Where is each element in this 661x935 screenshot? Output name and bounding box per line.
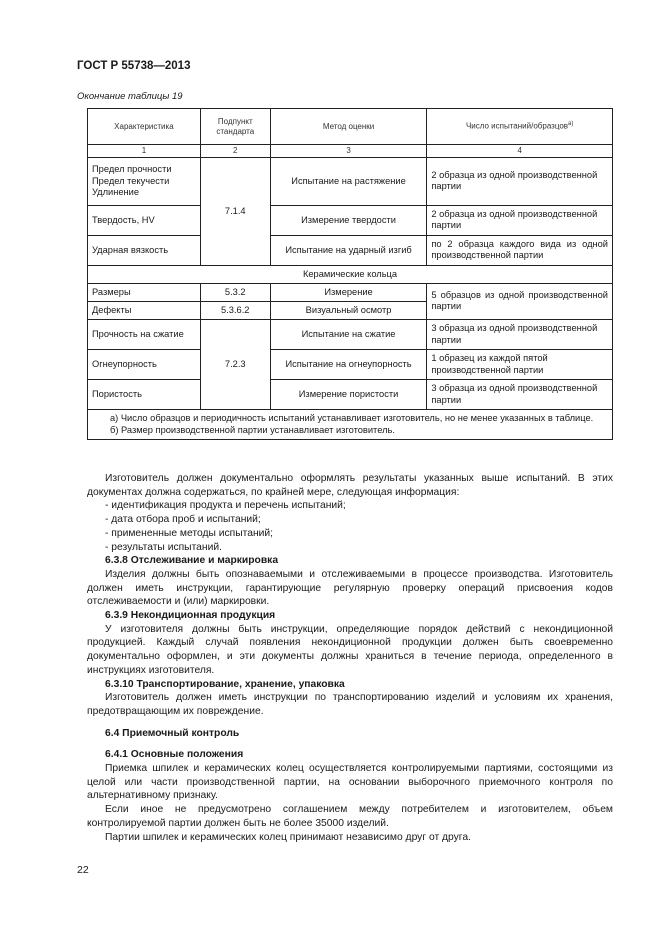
column-header-clause: Подпункт стандарта xyxy=(200,109,270,145)
column-number: 2 xyxy=(200,145,270,158)
table-row xyxy=(88,320,613,350)
paragraph: Изготовитель должен документально оформлять результаты указанных выше испытаний. В этих документах должна содержаться, по крайней мере, следующая информация: xyxy=(87,473,613,498)
table-notes xyxy=(88,410,613,440)
column-header-count-text: Число испытаний/образцов xyxy=(465,122,569,132)
characteristic-line: Предел текучести xyxy=(92,175,170,186)
characteristic-line: Удлинение xyxy=(92,186,140,197)
cell-method: Испытание на ударный изгиб xyxy=(270,235,427,265)
table-row xyxy=(88,157,613,205)
table-19 xyxy=(87,108,613,440)
table-row xyxy=(88,380,613,410)
cell-characteristic: Твердость, HV xyxy=(88,205,201,235)
cell-count: 2 образца из одной производственной партии xyxy=(427,157,613,205)
cell-characteristic: Пористость xyxy=(88,380,201,410)
cell-characteristic: Дефекты xyxy=(88,301,201,319)
characteristic-line: Предел прочности xyxy=(92,164,172,175)
document-header: ГОСТ Р 55738—2013 xyxy=(77,60,191,72)
column-number: 3 xyxy=(270,145,427,158)
cell-clause: 5.3.6.2 xyxy=(200,301,270,319)
footnote-mark: а) xyxy=(568,121,574,128)
cell-method: Измерение твердости xyxy=(270,205,427,235)
list-item: - примененные методы испытаний; xyxy=(105,527,274,539)
column-header-count xyxy=(427,109,613,145)
cell-characteristic: Прочность на сжатие xyxy=(88,320,201,350)
table-row xyxy=(88,283,613,301)
paragraph: У изготовителя должны быть инструкции, определяющие порядок действий с некондиционной продукцией. Каждый случай появления некондиционной продукции должен быть своевременно документально оформлен, и эти документы должны храниться в течение периода, определенного в инструкциях изготовителя. xyxy=(87,623,613,676)
paragraph: Если иное не предусмотрено соглашением между потребителем и изготовителем, объем контролируемой партии должен быть не более 35000 изделий. xyxy=(87,804,613,829)
paragraph: Изделия должны быть опознаваемыми и отслеживаемыми в процессе производства. Изготовитель должен иметь инструкции, гарантирующие регулярную проверку операций присвоения кодов отслеживаемости и (или) маркировки. xyxy=(87,568,613,608)
cell-method: Измерение xyxy=(270,283,427,301)
table-note: б) Размер производственной партии устанавливает изготовитель. xyxy=(110,424,395,435)
cell-count: 1 образец из каждой пятой производственной партии xyxy=(427,350,613,380)
section-heading-6-3-8: 6.3.8 Отслеживание и маркировка xyxy=(105,555,279,567)
cell-clause: 5.3.2 xyxy=(200,283,270,301)
column-number: 1 xyxy=(88,145,201,158)
cell-count: 2 образца из одной производственной партии xyxy=(427,205,613,235)
cell-characteristic: Размеры xyxy=(88,283,201,301)
section-heading-6-4: 6.4 Приемочный контроль xyxy=(105,727,240,739)
cell-method: Испытание на огнеупорность xyxy=(270,350,427,380)
column-header-method: Метод оценки xyxy=(270,109,427,145)
list-item: - дата отбора проб и испытаний; xyxy=(105,514,261,526)
cell-characteristic: Ударная вязкость xyxy=(88,235,201,265)
table-row xyxy=(88,205,613,235)
table-notes-row xyxy=(88,410,613,440)
paragraph: Изготовитель должен иметь инструкции по транспортированию изделий и условиям их хранения, предотвращающим их повреждение. xyxy=(87,692,613,717)
table-caption: Окончание таблицы 19 xyxy=(77,91,183,102)
section-heading-6-4-1: 6.4.1 Основные положения xyxy=(105,749,244,761)
cell-characteristic xyxy=(88,157,201,205)
table-row xyxy=(88,235,613,265)
cell-method: Испытание на растяжение xyxy=(270,157,427,205)
cell-method: Визуальный осмотр xyxy=(270,301,427,319)
section-title: Керамические кольца xyxy=(88,265,613,283)
body-text xyxy=(87,472,613,844)
cell-count: 3 образца из одной производственной партии xyxy=(427,320,613,350)
cell-count: по 2 образца каждого вида из одной производственной партии xyxy=(427,235,613,265)
table-section-row xyxy=(88,265,613,283)
column-header-characteristic: Характеристика xyxy=(88,109,201,145)
table-row xyxy=(88,350,613,380)
cell-count: 5 образцов из одной производственной партии xyxy=(427,283,613,319)
cell-method: Измерение пористости xyxy=(270,380,427,410)
cell-clause: 7.1.4 xyxy=(200,157,270,265)
paragraph: Партии шпилек и керамических колец принимают независимо друг от друга. xyxy=(105,831,471,843)
cell-count: 3 образца из одной производственной партии xyxy=(427,380,613,410)
section-heading-6-3-9: 6.3.9 Некондиционная продукция xyxy=(105,610,276,622)
table-note: а) Число образцов и периодичность испытаний устанавливает изготовитель, но не менее указанных в таблице. xyxy=(110,413,594,424)
paragraph: Приемка шпилек и керамических колец осуществляется контролируемыми партиями, состоящими из целой или части производственной партии, на основании выборочного приемочного контроля по альтернативному признаку. xyxy=(87,763,613,802)
page-number: 22 xyxy=(77,864,89,876)
list-item: - результаты испытаний. xyxy=(105,541,222,553)
cell-clause: 7.2.3 xyxy=(200,320,270,410)
list-item: - идентификация продукта и перечень испытаний; xyxy=(105,500,346,512)
section-heading-6-3-10: 6.3.10 Транспортирование, хранение, упаковка xyxy=(105,678,345,690)
cell-characteristic: Огнеупорность xyxy=(88,350,201,380)
cell-method: Испытание на сжатие xyxy=(270,320,427,350)
column-number: 4 xyxy=(427,145,613,158)
